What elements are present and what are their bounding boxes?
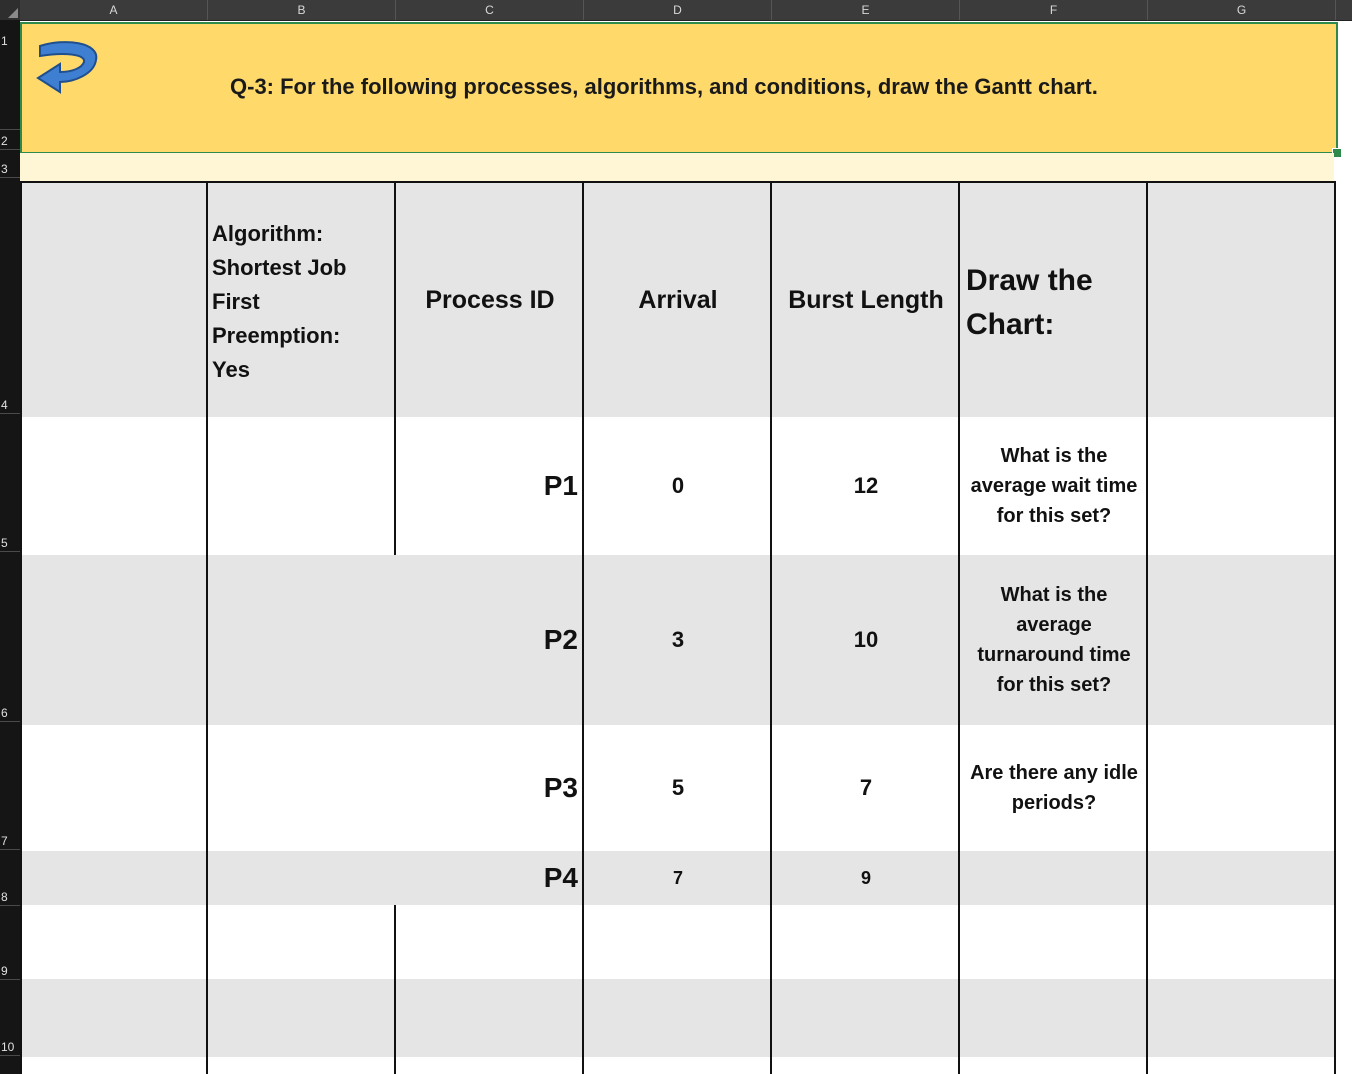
question-line: for this set? [996,505,1112,527]
burst-cell-p2[interactable] [770,555,960,727]
cell-b5[interactable] [206,417,396,557]
cell-c10[interactable] [394,979,584,1059]
cell-b8[interactable] [206,851,396,907]
worksheet [20,20,1352,1074]
cell-b6[interactable] [206,555,396,727]
cell-d11[interactable] [582,1057,772,1074]
burst-header-label: Burst Length [788,285,944,314]
arrival-cell-p1[interactable] [582,417,772,557]
question-line: What is the [1000,445,1108,467]
cell-a11[interactable] [20,1057,208,1074]
cell-g11[interactable] [1146,1057,1336,1074]
cell-d9[interactable] [582,905,772,981]
arrival-cell-p2[interactable] [582,555,772,727]
row-header-9[interactable]: 9 [0,906,20,980]
arrival-header[interactable] [582,181,772,419]
cell-g7[interactable] [1146,725,1336,853]
cell-c9[interactable] [394,905,584,981]
cell-e9[interactable] [770,905,960,981]
row-header-5[interactable]: 5 [0,414,20,552]
process-id-header[interactable] [394,181,584,419]
process-id-value: P3 [543,772,578,803]
column-header-f[interactable]: F [960,0,1148,20]
cell-f8[interactable] [958,851,1148,907]
row-header-10[interactable]: 10 [0,980,20,1056]
arrival-header-label: Arrival [638,285,718,314]
column-header-c[interactable]: C [396,0,584,20]
row-header-2[interactable]: 2 [0,130,20,150]
cell-g6[interactable] [1146,555,1336,727]
process-id-cell-p4[interactable] [394,851,584,907]
cell-g4[interactable] [1146,181,1336,419]
preemption-label: Preemption: [212,323,341,348]
process-id-value: P4 [543,862,578,893]
arrival-value: 7 [672,867,683,888]
question-cell-turnaround[interactable] [958,555,1148,727]
arrival-value: 3 [671,627,685,652]
process-id-value: P1 [543,470,578,501]
row-header-3[interactable]: 3 [0,150,20,178]
burst-cell-p4[interactable] [770,851,960,907]
cell-g10[interactable] [1146,979,1336,1059]
question-banner-cell[interactable] [20,22,1338,154]
preemption-value: Yes [212,357,250,382]
row-header-6[interactable]: 6 [0,552,20,722]
cell-b11[interactable] [206,1057,396,1074]
draw-chart-line1: Draw the [966,264,1093,297]
burst-header[interactable] [770,181,960,419]
question-line: average [1016,614,1092,636]
cell-f9[interactable] [958,905,1148,981]
select-all-corner[interactable] [0,0,20,20]
question-line: What is the [1000,584,1108,606]
cell-g5[interactable] [1146,417,1336,557]
arrival-value: 5 [671,775,685,800]
cell-e10[interactable] [770,979,960,1059]
cell-d10[interactable] [582,979,772,1059]
algorithm-label: Algorithm: [212,221,324,246]
process-id-cell-p2[interactable] [394,555,584,727]
cell-a5[interactable] [20,417,208,557]
process-id-header-label: Process ID [425,285,555,314]
question-line: Are there any idle [970,762,1138,784]
question-line: turnaround time [977,644,1131,666]
algorithm-name-line1: Shortest Job [212,255,347,280]
column-header-a[interactable]: A [20,0,208,20]
arrival-cell-p4[interactable] [582,851,772,907]
row-header-1[interactable]: 1 [0,20,20,130]
burst-cell-p1[interactable] [770,417,960,557]
column-header-e[interactable]: E [772,0,960,20]
cell-a4[interactable] [20,181,208,419]
question-line: periods? [1011,792,1097,814]
burst-value: 12 [853,473,879,498]
arrival-cell-p3[interactable] [582,725,772,853]
cell-g9[interactable] [1146,905,1336,981]
process-id-cell-p1[interactable] [394,417,584,557]
question-cell-wait-time[interactable] [958,417,1148,557]
cell-a6[interactable] [20,555,208,727]
cell-a10[interactable] [20,979,208,1059]
burst-value: 7 [859,775,873,800]
row-header-8[interactable]: 8 [0,850,20,906]
algorithm-cell[interactable] [206,181,396,419]
question-line: for this set? [996,674,1112,696]
burst-cell-p3[interactable] [770,725,960,853]
cell-c11[interactable] [394,1057,584,1074]
arrival-value: 0 [671,473,685,498]
cell-b7[interactable] [206,725,396,853]
column-header-bar [0,0,1352,21]
curved-back-arrow-icon[interactable] [34,38,106,98]
column-header-d[interactable]: D [584,0,772,20]
cell-b9[interactable] [206,905,396,981]
burst-value: 9 [860,867,871,888]
row-header-4[interactable]: 4 [0,178,20,414]
cell-f11[interactable] [958,1057,1148,1074]
cell-a8[interactable] [20,851,208,907]
algorithm-name-line2: First [212,289,260,314]
question-cell-idle[interactable] [958,725,1148,853]
cell-g8[interactable] [1146,851,1336,907]
question-line: average wait time [970,475,1138,497]
cell-f10[interactable] [958,979,1148,1059]
spacer-row [20,153,1334,182]
row-header-7[interactable]: 7 [0,722,20,850]
draw-chart-line2: Chart: [966,308,1055,341]
question-title: Q-3: For the following processes, algorithms, and conditions, draw the Gantt chart. [230,74,1098,99]
draw-chart-cell[interactable] [958,181,1148,419]
cell-e11[interactable] [770,1057,960,1074]
column-header-b[interactable]: B [208,0,396,20]
burst-value: 10 [853,627,879,652]
column-header-g[interactable]: G [1148,0,1336,20]
cell-a9[interactable] [20,905,208,981]
cell-a7[interactable] [20,725,208,853]
process-id-cell-p3[interactable] [394,725,584,853]
row-header-bar [0,20,20,1074]
cell-b10[interactable] [206,979,396,1059]
process-id-value: P2 [543,624,578,655]
